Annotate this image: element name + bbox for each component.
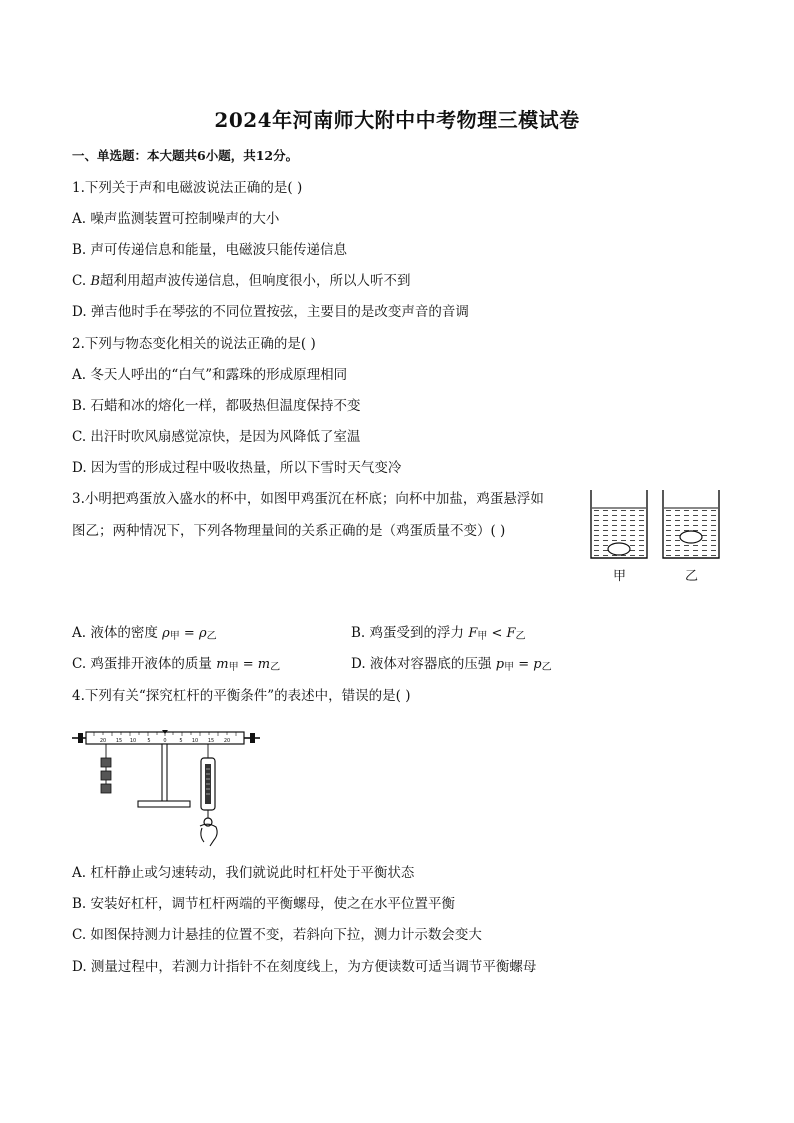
svg-text:15: 15	[115, 738, 123, 744]
svg-text:0: 0	[163, 738, 167, 744]
q2-option-b: B. 石蜡和冰的熔化一样，都吸热但温度保持不变	[72, 398, 361, 414]
q3-option-d-text: D. 液体对容器底的压强	[351, 656, 492, 672]
q3-option-c-formula: $m_甲 = m_乙$	[216, 657, 281, 673]
q3-option-a-formula: $\rho_甲 = \rho_乙$	[162, 626, 217, 642]
beaker-yi	[663, 490, 719, 558]
svg-text:10: 10	[191, 738, 199, 744]
q1-option-c-symbol: B	[90, 274, 100, 289]
q2-option-a: A. 冬天人呼出的“白气”和露珠的形成原理相同	[72, 367, 348, 383]
egg-sunk	[608, 543, 630, 555]
label-jia: 甲	[613, 569, 627, 584]
q3-option-d	[351, 652, 552, 673]
q3-option-c	[72, 652, 280, 673]
q2-option-d: D. 因为雪的形成过程中吸收热量，所以下雪时天气变冷	[72, 460, 402, 476]
svg-text:5: 5	[179, 738, 183, 744]
q3-option-a	[72, 621, 217, 642]
q4-stem: 4.下列有关“探究杠杆的平衡条件”的表述中，错误的是( )	[72, 688, 411, 704]
q3-stem-line1: 3.小明把鸡蛋放入盛水的杯中，如图甲鸡蛋沉在杯底；向杯中加盐，鸡蛋悬浮如	[72, 491, 544, 507]
q3-option-b-text: B. 鸡蛋受到的浮力	[351, 625, 465, 641]
q1-stem: 1.下列关于声和电磁波说法正确的是( )	[72, 180, 303, 196]
q4-option-d: D. 测量过程中，若测力计指针不在刻度线上，为方便读数可适当调节平衡螺母	[72, 959, 537, 975]
q1-option-d: D. 弹吉他时手在琴弦的不同位置按弦，主要目的是改变声音的音调	[72, 304, 469, 320]
q3-option-d-formula: $p_甲 = p_乙$	[495, 657, 552, 673]
q3-option-b	[351, 621, 526, 642]
svg-text:10: 10	[129, 738, 137, 744]
hand-icon	[200, 824, 217, 846]
lever-stand	[162, 744, 167, 802]
svg-text:15: 15	[207, 738, 215, 744]
exam-title: 2024年河南师大附中中考物理三模试卷	[214, 108, 580, 132]
q1-option-b: B. 声可传递信息和能量，电磁波只能传递信息	[72, 242, 348, 258]
q4-option-c: C. 如图保持测力计悬挂的位置不变，若斜向下拉，测力计示数会变大	[72, 927, 482, 943]
spring-scale	[200, 744, 217, 846]
lever-tick-labels	[100, 738, 230, 744]
q3-option-a-text: A. 液体的密度	[72, 625, 158, 641]
svg-text:20: 20	[223, 738, 231, 744]
hanging-weights	[101, 744, 111, 793]
q3-option-b-formula: $F_甲 < F_乙$	[468, 626, 526, 642]
q2-option-c: C. 出汗时吹风扇感觉凉快，是因为风降低了室温	[72, 429, 361, 445]
beaker-figure	[585, 488, 725, 568]
svg-text:5: 5	[147, 738, 151, 744]
lever-figure	[70, 724, 265, 848]
q1-option-c	[72, 269, 411, 289]
section-header: 一、单选题：本大题共6小题，共12分。	[72, 148, 299, 163]
q3-option-c-text: C. 鸡蛋排开液体的质量	[72, 656, 212, 672]
label-yi: 乙	[685, 569, 699, 584]
q2-stem: 2.下列与物态变化相关的说法正确的是( )	[72, 336, 316, 352]
svg-text:20: 20	[99, 738, 107, 744]
q1-option-c-text: 超利用超声波传递信息，但响度很小，所以人听不到	[100, 273, 411, 289]
beaker-jia	[591, 490, 647, 558]
q4-option-b: B. 安装好杠杆，调节杠杆两端的平衡螺母，使之在水平位置平衡	[72, 896, 456, 912]
lever-base	[138, 801, 190, 807]
q4-option-a: A. 杠杆静止或匀速转动，我们就说此时杠杆处于平衡状态	[72, 865, 415, 881]
q3-stem-line2: 图乙；两种情况下，下列各物理量间的关系正确的是（鸡蛋质量不变）( )	[72, 523, 506, 539]
egg-suspended	[680, 531, 702, 543]
q1-option-c-prefix: C.	[72, 273, 91, 289]
q1-option-a: A. 噪声监测装置可控制噪声的大小	[72, 211, 280, 227]
